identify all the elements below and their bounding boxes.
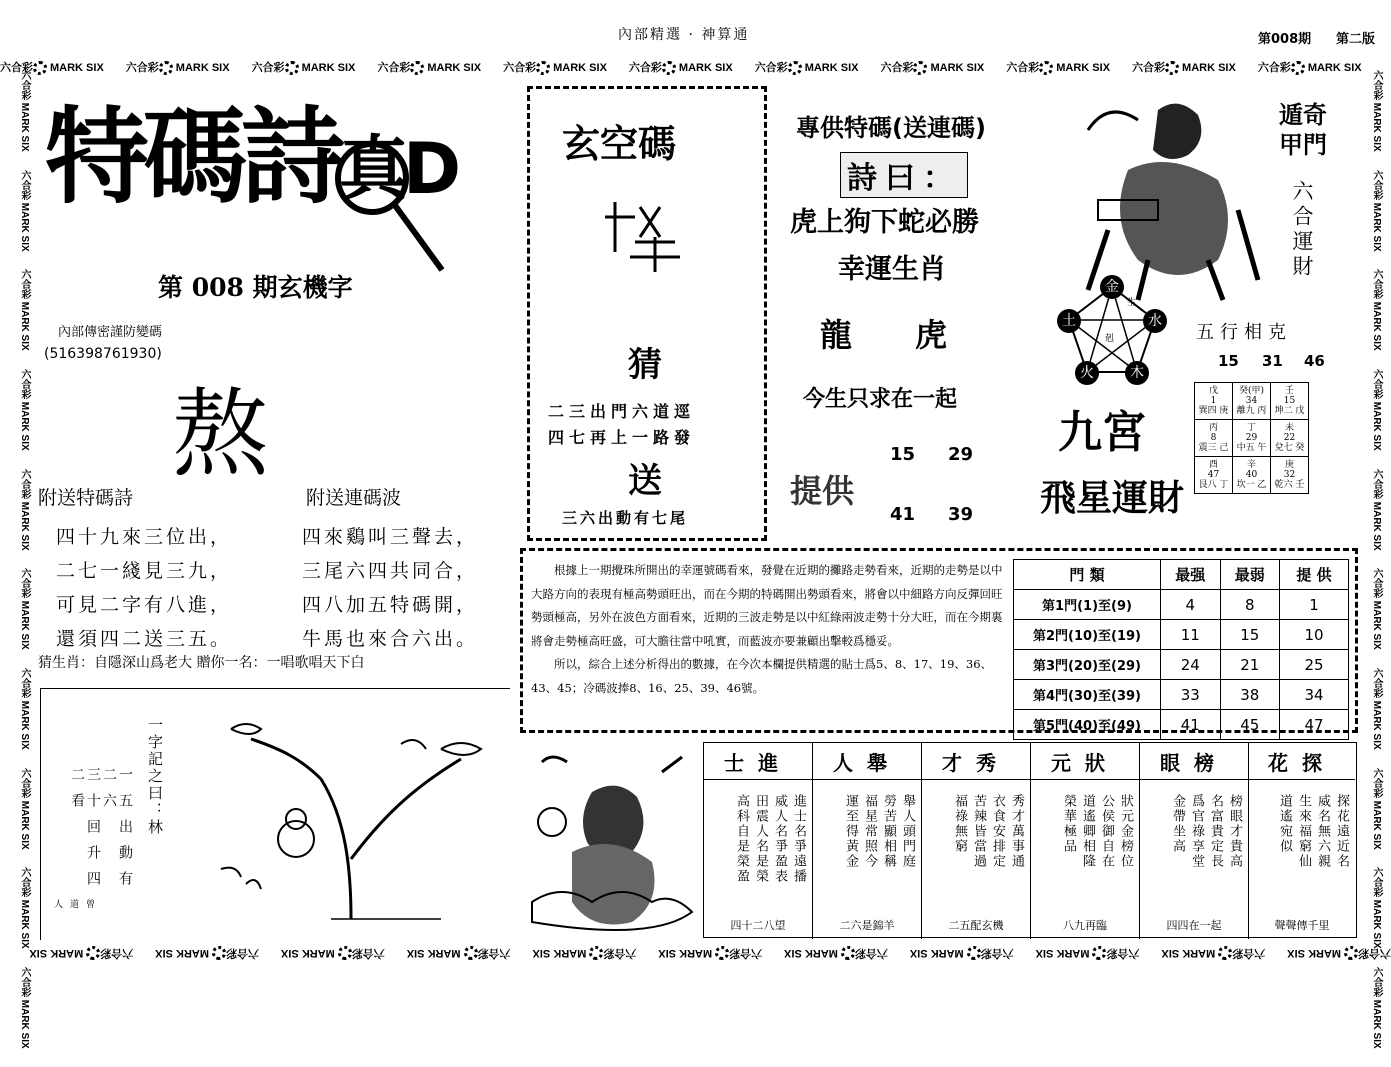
bottom-col — [1249, 743, 1355, 939]
border-brand-label: 六合彩MARK SIX — [532, 947, 637, 960]
flower-icon — [1092, 946, 1106, 960]
border-brand-label: 六合彩 MARK SIX — [1371, 70, 1382, 152]
bottom-col-line: 探花遠近名 — [1334, 794, 1349, 869]
bottom-col-line: 道遙卿相隆 — [1080, 794, 1095, 869]
flower-icon — [159, 61, 173, 75]
xuankong-box — [527, 86, 767, 541]
bottom-col-line: 生來福窮仙 — [1296, 794, 1311, 869]
wuxing-center-label: 剋 — [1105, 334, 1115, 344]
border-brand-label: 六合彩MARK SIX — [909, 947, 1014, 960]
special-lucky-label: 幸運生肖 — [838, 254, 946, 285]
table-row — [1014, 680, 1349, 710]
bottom-col-line: 道遙宛似 — [1277, 794, 1292, 854]
border-brand-label: 六合彩 MARK SIX — [503, 61, 607, 74]
header-edition: 第二版 — [1336, 32, 1376, 47]
xuankong-line: 二三出門六道逕 — [548, 402, 696, 421]
xuankong-send-line: 三六出動有七尾 — [562, 509, 689, 527]
border-brand-label: 六合彩 MARK SIX — [19, 568, 30, 651]
wuxing-num: 46 — [1304, 352, 1325, 370]
bottom-col-line: 勞苦顯相稱 — [881, 794, 896, 869]
door-table-header: 提 供 — [1280, 560, 1349, 590]
border-brand-label: 六合彩 MARK SIX — [19, 867, 30, 950]
border-brand-label: 六合彩MARK SIX — [280, 947, 385, 960]
monkey-tree-illustration — [201, 719, 491, 933]
bottom-col-line: 田震人名是榮 — [753, 794, 768, 884]
border-brand-label: 六合彩MARK SIX — [1287, 947, 1391, 960]
border-brand-label: 六合彩MARK SIX — [29, 947, 134, 960]
bottom-col-head: 士進 — [704, 743, 812, 780]
element-wood: 木 — [1125, 361, 1149, 385]
wuxing-diagram — [1045, 275, 1180, 395]
border-brand-label: 六合彩MARK SIX — [658, 947, 763, 960]
jiugong-cell: 丙 8 震三 己 — [1195, 420, 1233, 457]
border-brand-label: 六合彩 MARK SIX — [1371, 867, 1382, 950]
border-brand-label: 六合彩 MARK SIX — [19, 169, 30, 252]
analysis-para2: 所以，綜合上述分析得出的數據，在今次本欄提供精選的貼士爲5、8、17、19、36、43、45；冷碼波捧8、16、25、39、46號。 — [531, 657, 993, 695]
one-char-title: 一字記之曰：林 — [146, 717, 164, 836]
flower-icon — [33, 61, 47, 75]
jiugong-cell: 庚 32 乾六 壬 — [1271, 457, 1309, 494]
bottom-col-line: 高科自是榮盈 — [734, 794, 749, 884]
flower-icon — [86, 946, 100, 960]
xuankong-send: 送 — [628, 461, 662, 501]
door-cell: 41 — [1161, 710, 1221, 740]
border-brand-label: 六合彩 MARK SIX — [1371, 169, 1382, 252]
flower-icon — [285, 61, 299, 75]
header-center-title: 內部精選 · 神算通 — [618, 27, 750, 43]
analysis-text — [531, 559, 1009, 700]
border-brand-label: 六合彩 MARK SIX — [754, 61, 859, 74]
bottom-col — [1031, 743, 1140, 939]
flower-icon — [464, 946, 478, 960]
border-brand-label: 六合彩 MARK SIX — [1132, 61, 1236, 74]
border-brand-label: 六合彩 MARK SIX — [0, 61, 104, 74]
jiugong-cell: 辛 40 坎一 乙 — [1233, 457, 1271, 494]
top-border-strip — [0, 56, 1391, 78]
bottom-col-head: 人舉 — [813, 743, 921, 780]
poem2-line: 四八加五特碼開， — [302, 594, 479, 616]
dunjia: 遁奇甲門 — [1279, 101, 1327, 159]
special-num: 29 — [948, 444, 974, 465]
main-title-text: 特碼詩 — [45, 96, 340, 218]
border-brand-label: 六合彩 MARK SIX — [251, 61, 356, 74]
border-brand-label: 六合彩 MARK SIX — [1371, 967, 1382, 1049]
flower-icon — [410, 61, 424, 75]
flower-icon — [662, 61, 676, 75]
border-brand-label: 六合彩 MARK SIX — [19, 767, 30, 850]
vertical-col: 一五出動有二六 — [101, 767, 133, 897]
table-row — [1014, 620, 1349, 650]
flower-icon — [338, 946, 352, 960]
wuxing-title: 五行相克 — [1196, 322, 1292, 343]
door-cell: 第5門(40)至(49) — [1014, 710, 1161, 740]
bottom-col-head: 花探 — [1249, 743, 1355, 780]
border-brand-label: 六合彩 MARK SIX — [1371, 767, 1382, 850]
jiugong-cell: 丁 29 中五 午 — [1233, 420, 1271, 457]
door-table-header: 最弱 — [1220, 560, 1280, 590]
door-cell: 21 — [1220, 650, 1280, 680]
guess-line: 猜生肖：自隱深山爲老大 贈你一名：一唱歌唱天下白 — [38, 655, 365, 671]
door-cell: 10 — [1280, 620, 1349, 650]
border-brand-label: 六合彩 MARK SIX — [377, 61, 482, 74]
border-brand-label: 六合彩 MARK SIX — [19, 70, 30, 152]
flower-icon — [1291, 61, 1305, 75]
border-brand-label: 六合彩 MARK SIX — [628, 61, 733, 74]
bottom-columns — [703, 742, 1357, 938]
flower-icon — [1165, 61, 1179, 75]
bottom-col-line: 秀才萬事通 — [1009, 794, 1024, 869]
element-earth: 土 — [1057, 309, 1081, 333]
door-cell: 第2門(10)至(19) — [1014, 620, 1161, 650]
right-border-strip — [1364, 70, 1384, 1049]
poem2-line: 四來鷄叫三聲去， — [302, 526, 479, 548]
bottom-col-line: 公侯御自在 — [1099, 794, 1114, 869]
jiugong-cell: 酉 47 艮八 丁 — [1195, 457, 1233, 494]
bottom-col-line: 運至得黃金 — [843, 794, 858, 869]
jiugong-cell: 癸(甲) 34 離九 丙 — [1233, 383, 1271, 420]
bottom-col-head: 元狀 — [1031, 743, 1139, 780]
border-brand-label: 六合彩 MARK SIX — [880, 61, 985, 74]
border-brand-label: 六合彩 MARK SIX — [19, 369, 30, 451]
flower-icon — [212, 946, 226, 960]
special-provide-label: 提供 — [790, 472, 855, 510]
analysis-box — [520, 548, 1358, 733]
door-cell: 第4門(30)至(39) — [1014, 680, 1161, 710]
left-border-strip — [12, 70, 32, 1049]
left-note2: (516398761930) — [44, 346, 162, 362]
poem1-line: 二七一綫見三九， — [56, 560, 233, 582]
one-char-col — [52, 717, 164, 917]
border-brand-label: 六合彩 MARK SIX — [19, 269, 30, 352]
border-brand-label: 六合彩MARK SIX — [1035, 947, 1140, 960]
element-fire: 火 — [1075, 361, 1099, 385]
flower-icon — [841, 946, 855, 960]
special-title: 專供特碼(送連碼) — [796, 114, 986, 142]
immortal-illustration — [522, 742, 700, 938]
special-slogan: 今生只求在一起 — [803, 387, 958, 412]
bottom-col-head: 眼榜 — [1140, 743, 1248, 780]
border-brand-label: 六合彩 MARK SIX — [19, 967, 30, 1049]
bottom-col-foot: 二五配玄機 — [948, 919, 1004, 932]
bottom-border-strip — [0, 943, 1391, 965]
bottom-col — [813, 743, 922, 939]
bottom-col-line: 榜眼才貴高 — [1227, 794, 1242, 869]
door-cell: 8 — [1220, 590, 1280, 620]
poem1-line: 可見二字有八進， — [56, 594, 233, 616]
bottom-col-line: 名富貴定長 — [1208, 794, 1223, 869]
table-row — [1014, 650, 1349, 680]
wuxing-num: 31 — [1262, 352, 1283, 370]
door-cell: 38 — [1220, 680, 1280, 710]
poem1-line: 四十九來三位出， — [56, 526, 233, 548]
flower-icon — [967, 946, 981, 960]
door-cell: 11 — [1161, 620, 1221, 650]
door-cell: 4 — [1161, 590, 1221, 620]
xuankong-guess: 猜 — [628, 345, 662, 385]
special-num: 15 — [890, 444, 916, 465]
special-poem-line: 虎上狗下蛇必勝 — [790, 207, 979, 238]
door-cell: 24 — [1161, 650, 1221, 680]
door-cell: 34 — [1280, 680, 1349, 710]
flower-icon — [536, 61, 550, 75]
border-brand-label: 六合彩 MARK SIX — [1371, 468, 1382, 551]
flower-icon — [788, 61, 802, 75]
border-brand-label: 六合彩MARK SIX — [1161, 947, 1266, 960]
vertical-col: 三十回升四二看 — [69, 767, 101, 897]
bottom-col-foot: 四四在一起 — [1166, 919, 1222, 932]
bottom-col-line: 威人名爭盈表 — [772, 794, 787, 884]
main-title-suffix: 真D — [339, 128, 456, 210]
bottom-col-line: 舉人頭門庭 — [900, 794, 915, 869]
deity-illustration — [1068, 90, 1263, 300]
special-num: 39 — [948, 504, 974, 525]
left-note1: 內部傳密謹防變碼 — [58, 325, 163, 340]
door-table-header: 門 類 — [1014, 560, 1161, 590]
border-brand-label: 六合彩 MARK SIX — [19, 668, 30, 750]
xuankong-line: 四七再上一路發 — [548, 428, 696, 447]
border-brand-label: 六合彩MARK SIX — [155, 947, 259, 960]
bottom-col-line: 金帶坐高 — [1170, 794, 1185, 854]
analysis-para1: 根據上一期攪珠所開出的幸運號碼看來，發覺在近期的攤路走勢看來，近期的走勢是以中大路方向的表現有極高勢頭旺出，而在今期的特碼開出勢頭看來，將會以中細路方向反彈回旺勢頭極高，另外在波色方面看來，近期的三波走勢是以中紅綠兩波走勢十分大旺，而在今期裏將會走勢極高旺盛，可大膽往當中吼實，而藍波亦要兼顧出擊較爲穩妥。 — [531, 563, 1003, 648]
door-cell: 第3門(20)至(29) — [1014, 650, 1161, 680]
bottom-col-line: 爲官祿享堂 — [1189, 794, 1204, 869]
border-brand-label: 六合彩 MARK SIX — [1257, 61, 1362, 74]
liuhe-text: 六合運財 — [1290, 180, 1314, 280]
door-cell: 45 — [1220, 710, 1280, 740]
bottom-col-head: 才秀 — [922, 743, 1030, 780]
bottom-col-foot: 四十二八望 — [730, 919, 786, 932]
jiugong-cell: 未 22 兌七 癸 — [1271, 420, 1309, 457]
bottom-col-line: 狀元金榜位 — [1118, 794, 1133, 869]
monkey-box — [40, 688, 510, 940]
table-row — [1014, 590, 1349, 620]
wuxing-num: 15 — [1218, 352, 1239, 370]
flower-icon — [589, 946, 603, 960]
special-poem-label: 詩曰： — [840, 152, 968, 198]
door-cell: 25 — [1280, 650, 1349, 680]
flower-icon — [715, 946, 729, 960]
border-brand-label: 六合彩MARK SIX — [406, 947, 511, 960]
border-brand-label: 六合彩 MARK SIX — [19, 468, 30, 551]
xuankong-symbol — [600, 197, 690, 281]
xuankong-title: 玄空碼 — [562, 122, 677, 166]
border-brand-label: 六合彩 MARK SIX — [1006, 61, 1111, 74]
bottom-col-line: 衣食安排定 — [990, 794, 1005, 869]
left-subtitle: 第 008 期玄機字 — [158, 273, 353, 302]
jiugong-cell: 壬 15 坤二 戊 — [1271, 383, 1309, 420]
door-cell: 第1門(1)至(9) — [1014, 590, 1161, 620]
element-water: 水 — [1143, 309, 1167, 333]
table-row — [1014, 710, 1349, 740]
door-cell: 15 — [1220, 620, 1280, 650]
magnifier-icon — [330, 140, 450, 280]
bottom-col-line: 威名無六親 — [1315, 794, 1330, 869]
flower-icon — [1344, 946, 1358, 960]
flower-icon — [1218, 946, 1232, 960]
bottom-col-foot: 八九再臨 — [1063, 919, 1107, 932]
dunjia-text — [1270, 100, 1336, 160]
poem1-title: 附送特碼詩 — [38, 487, 134, 509]
poem2-line: 牛馬也來合六出。 — [302, 628, 479, 650]
door-cell: 47 — [1280, 710, 1349, 740]
jiugong-text: 九宮 — [1058, 407, 1146, 458]
border-brand-label: 六合彩 MARK SIX — [1371, 668, 1382, 750]
author: 曾道人 — [52, 899, 94, 910]
poem1 — [56, 520, 232, 656]
jiugong-grid — [1194, 382, 1309, 494]
bottom-col-line: 進士名爭遠播 — [791, 794, 806, 884]
header-issue: 第008期 — [1258, 32, 1312, 47]
bottom-col — [1140, 743, 1249, 939]
door-table — [1013, 559, 1349, 740]
border-brand-label: 六合彩 MARK SIX — [1371, 369, 1382, 451]
border-brand-label: 六合彩 MARK SIX — [125, 61, 230, 74]
flower-icon — [1039, 61, 1053, 75]
feixing-text: 飛星運財 — [1040, 478, 1185, 519]
door-cell: 1 — [1280, 590, 1349, 620]
poem2 — [302, 520, 478, 656]
bottom-col — [922, 743, 1031, 939]
bottom-col-foot: 二六是錦羊 — [839, 919, 895, 932]
wuxing-gen-label: 生 — [1127, 298, 1137, 308]
poem2-line: 三尾六四共同合， — [302, 560, 479, 582]
poem1-line: 還須四二送三五。 — [56, 628, 233, 650]
flower-icon — [913, 61, 927, 75]
big-char: 熬 — [172, 378, 268, 490]
bottom-col-line: 榮華極品 — [1061, 794, 1076, 854]
element-metal: 金 — [1100, 275, 1124, 299]
bottom-col-line: 福祿無窮 — [952, 794, 967, 854]
bottom-col-line: 苦辣皆當過 — [971, 794, 986, 869]
border-brand-label: 六合彩 MARK SIX — [1371, 269, 1382, 352]
jiugong-cell: 戊 1 巽四 庚 — [1195, 383, 1233, 420]
bottom-col-foot: 聲聲傳千里 — [1274, 919, 1330, 932]
border-brand-label: 六合彩MARK SIX — [784, 947, 888, 960]
door-table-header: 最强 — [1161, 560, 1221, 590]
poem2-title: 附送連碼波 — [306, 487, 402, 509]
bottom-col-line: 福星常照今 — [862, 794, 877, 869]
special-num: 41 — [890, 504, 916, 525]
special-zodiac2: 虎 — [915, 316, 948, 354]
border-brand-label: 六合彩 MARK SIX — [1371, 568, 1382, 651]
door-cell: 33 — [1161, 680, 1221, 710]
special-zodiac1: 龍 — [820, 316, 853, 354]
bottom-col — [704, 743, 813, 939]
